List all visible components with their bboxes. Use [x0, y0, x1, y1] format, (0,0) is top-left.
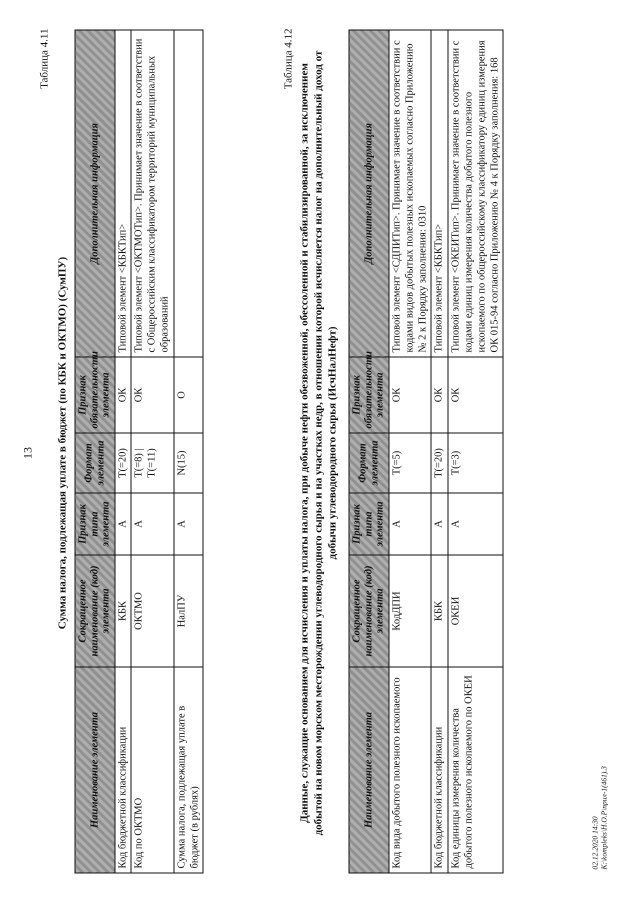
table-cell: ОК [389, 357, 431, 433]
table-cell: А [115, 493, 131, 555]
table-cell: А [389, 493, 431, 555]
table-cell: Код по ОКТМО [131, 667, 173, 873]
table-row [447, 30, 503, 873]
table-cell: Т(=20) [115, 433, 131, 493]
table-cell: Т(=8) | Т(=11) [131, 433, 173, 493]
table2-caption: Таблица 4.12 [282, 28, 294, 89]
table-row [173, 30, 202, 873]
table-cell [173, 30, 202, 357]
table1-header-cell: Наименование элемента [75, 667, 115, 873]
table-cell: Сумма налога, подлежащая уплате в бюджет (в рублях) [173, 667, 202, 873]
table-cell: Код единицы измерения количества добытого полезного ископаемого по ОКЕИ [447, 667, 503, 873]
table1-header-cell: Признак обязательности элемента [75, 357, 115, 433]
table2 [348, 29, 503, 873]
table2-header-cell: Дополнительная информация [349, 30, 389, 357]
stamp-date: 02.12.2020 14:30 [590, 815, 599, 869]
table2-header-cell: Признак обязательности элемента [349, 357, 389, 433]
table-cell: Код бюджетной классификации [115, 667, 131, 873]
table-cell: ОКТМО [131, 555, 173, 667]
table-cell: О [173, 357, 202, 433]
table-cell: Типовой элемент <КБКТип> [431, 30, 447, 357]
table-cell: Т(=20) [431, 433, 447, 493]
table-cell: Код вида добытого полезного ископаемого [389, 667, 431, 873]
table-cell: ОК [431, 357, 447, 433]
table1-title: Сумма налога, подлежащая уплате в бюджет (по КБК и ОКТМО) (СумПУ) [56, 256, 68, 629]
table1 [74, 29, 203, 873]
table-cell: Типовой элемент <ОКЕИТип>. Принимает значение в соответствии с кодами единиц измерения количества добытого полезного ископаемого по общероссийскому классификатору единиц измерения ОК 015-94 согласно Приложению № 4 к Порядку заполнения: 168 [447, 30, 503, 357]
table-cell: Т(=3) [447, 433, 503, 493]
table-cell: Код бюджетной классификации [431, 667, 447, 873]
table1-header-cell: Признак типа элемента [75, 493, 115, 555]
table1-header-row [75, 30, 115, 873]
table-row [431, 30, 447, 873]
table-cell: ОК [447, 357, 503, 433]
table-cell: ОКЕИ [447, 555, 503, 667]
page-number: 13 [20, 446, 34, 459]
table-cell: КБК [431, 555, 447, 667]
table-cell: КодДПИ [389, 555, 431, 667]
table-cell: А [431, 493, 447, 555]
table2-header-cell: Наименование элемента [349, 667, 389, 873]
table-cell: N(15) [173, 433, 202, 493]
table-cell: КБК [115, 555, 131, 667]
table1-header-cell: Дополнительная информация [75, 30, 115, 357]
table2-header-cell: Признак типа элемента [349, 493, 389, 555]
table-cell: ОК [115, 357, 131, 433]
table1-header-cell: Формат элемента [75, 433, 115, 493]
table-cell: Типовой элемент <КБКТип> [115, 30, 131, 357]
table-cell: Типовой элемент <СДПИТип>. Принимает значение в соответствии с кодами видов добытых полезных ископаемых согласно Приложению № 2 к Порядку заполнения: 0310 [389, 30, 431, 357]
table2-header-cell: Сокращенное наименование (код) элемента [349, 555, 389, 667]
table-cell: А [173, 493, 202, 555]
table-row [115, 30, 131, 873]
table2-header-cell: Формат элемента [349, 433, 389, 493]
table2-title: Данные, служащие основанием для исчисления и уплаты налога, при добыче нефти обезвоженной, обессоленной и стабилизированной, за исключением добытой на новом морском месторождении углеводородного сырья и на участках недр, в отношении которой исчисляется налог на дополнительный доход от добычи углеводородного сырья (ИсчНалНефт) [298, 50, 338, 835]
table1-caption: Таблица 4.11 [38, 28, 50, 89]
table-cell: Типовой элемент <ОКТМОТип>. Принимает значение в соответствии с Общероссийским классификатором территорий муниципальных образований [131, 30, 173, 357]
table-cell: Т(=5) [389, 433, 431, 493]
table2-header-row [349, 30, 389, 873]
table1-header-cell: Сокращенное наименование (код) элемента [75, 555, 115, 667]
table-cell: А [131, 493, 173, 555]
stamp-path: К:\kompleks\Н.О.Р\прил-1(461).3 [599, 765, 608, 869]
table-row [389, 30, 431, 873]
table-cell: А [447, 493, 503, 555]
file-stamp [590, 766, 608, 869]
table-cell: НалПУ [173, 555, 202, 667]
table-cell: ОК [131, 357, 173, 433]
table-row [131, 30, 173, 873]
